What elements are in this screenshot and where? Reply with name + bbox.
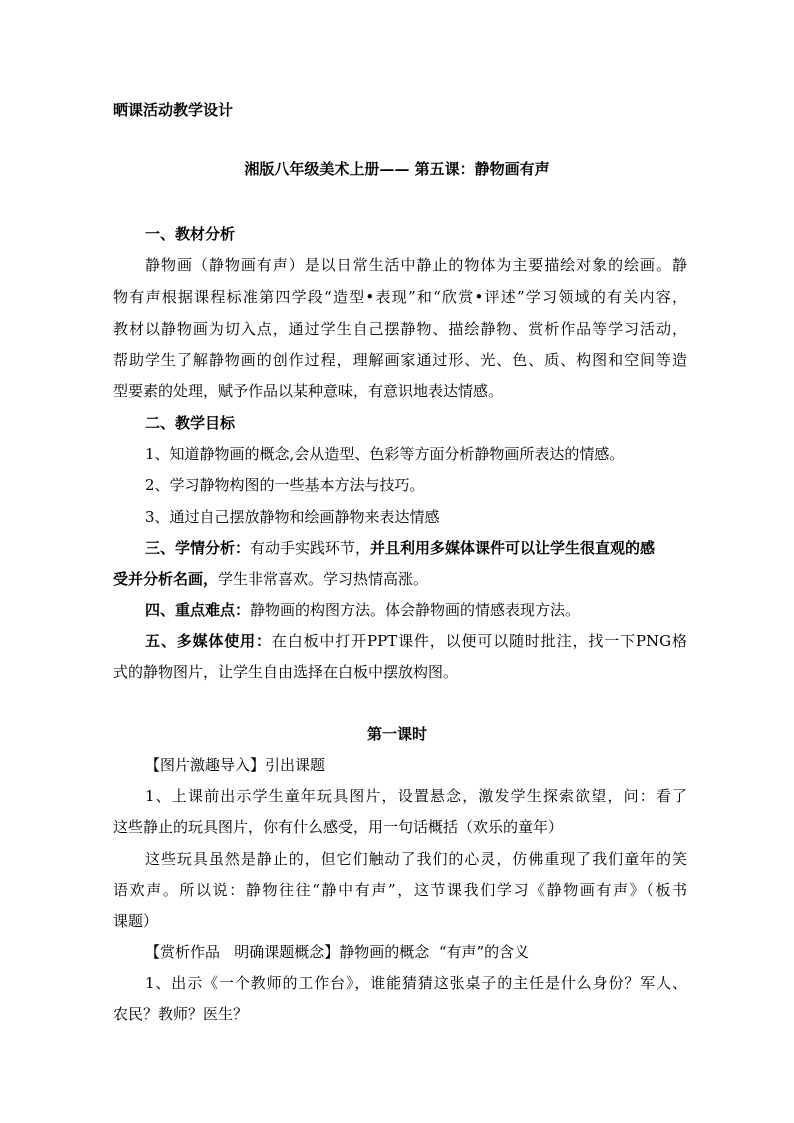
section-label: 三、学情分析： [145, 539, 251, 557]
paragraph-line: 静物画（静物画有声）是以日常生活中静止的物体为主要描绘对象的绘画。静 [145, 256, 687, 274]
text-run-bold: 受并分析名画， [113, 570, 219, 588]
text-run: 学生非常喜欢。学习热情高涨。 [218, 570, 429, 588]
multimedia-line [145, 631, 687, 651]
paragraph-line: 农民？教师？医生？ [113, 1005, 249, 1023]
paragraph-line: 帮助学生了解静物画的创作过程，理解画家通过形、光、色、质、构图和空间等造 [113, 351, 687, 369]
paragraph-line: 型要素的处理，赋予作品以某种意味，有意识地表达情感。 [113, 382, 504, 400]
lesson-part-title: 【图片激趣导入】引出课题 [145, 756, 326, 774]
lesson-heading: 第一课时 [366, 725, 427, 743]
key-points-line [145, 600, 580, 620]
multimedia-line: 式的静物图片，让学生自由选择在白板中摆放构图。 [113, 663, 459, 681]
paragraph-line: 语欢声。所以说：静物往往“静中有声”，这节课我们学习《静物画有声》（板书 [113, 881, 687, 899]
section-label: 五、多媒体使用： [145, 632, 272, 650]
goal-item: 1、知道静物画的概念,会从造型、色彩等方面分析静物画所表达的情感。 [145, 445, 625, 463]
learning-analysis-line [113, 569, 428, 589]
paragraph-line: 教材以静物画为切入点，通过学生自己摆静物、描绘静物、赏析作品等学习活动， [113, 320, 687, 338]
learning-analysis-line [145, 538, 655, 558]
paragraph-line: 课题） [113, 912, 159, 930]
section-heading-goals: 二、教学目标 [145, 414, 236, 432]
paragraph-line: 物有声根据课程标准第四学段“造型•表现”和“欣赏•评述”学习领域的有关内容， [113, 288, 687, 306]
text-run-bold: 并且利用多媒体课件可以让学生很直观的感 [370, 539, 656, 557]
section-label: 四、重点难点： [145, 601, 251, 619]
paragraph-line: 这些静止的玩具图片，你有什么感受，用一句话概括（欢乐的童年） [113, 818, 564, 836]
text-run: 在白板中打开PPT课件，以便可以随时批注，找一下PNG格 [271, 632, 687, 650]
paragraph-line: 1、出示《一个教师的工作台》，谁能猜猜这张桌子的主任是什么身份？军人、 [145, 974, 687, 992]
goal-item: 3、通过自己摆放静物和绘画静物来表达情感 [145, 508, 440, 526]
paragraph-line: 这些玩具虽然是静止的，但它们触动了我们的心灵，仿佛重现了我们童年的笑 [145, 850, 687, 868]
goal-item: 2、学习静物构图的一些基本方法与技巧。 [145, 476, 425, 494]
page-title: 湘版八年级美术上册—— 第五课：静物画有声 [244, 160, 550, 178]
paragraph-line: 1、上课前出示学生童年玩具图片，设置悬念，激发学生探索欲望，问：看了 [145, 787, 687, 805]
section-heading-materials: 一、教材分析 [145, 225, 236, 243]
text-run: 有动手实践环节， [250, 539, 371, 557]
doc-label: 晒课活动教学设计 [113, 101, 234, 119]
lesson-part-title: 【赏析作品 明确课题概念】静物画的概念 “有声”的含义 [145, 943, 530, 961]
text-run: 静物画的构图方法。体会静物画的情感表现方法。 [250, 601, 581, 619]
